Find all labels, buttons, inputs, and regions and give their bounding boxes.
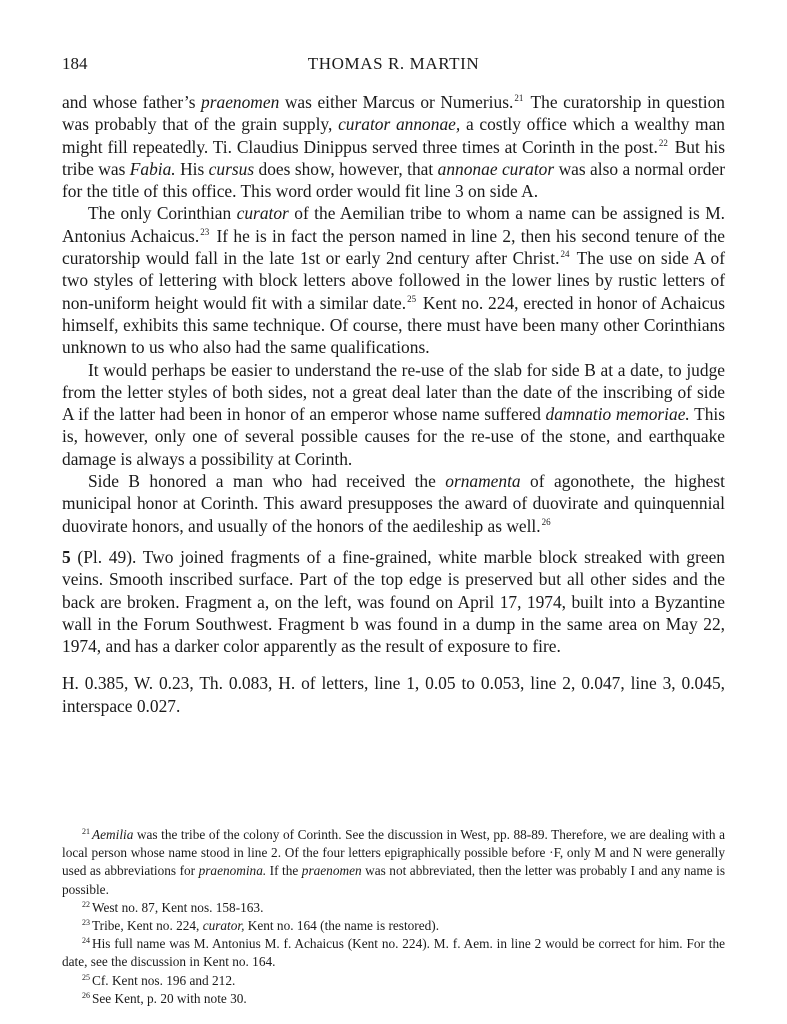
text-run: His full name was M. Antonius M. f. Achaicus (Kent no. 224). M. f. Aem. in line 2 would be correct for him. For the date, see the discussion in Kent no. 164.	[62, 936, 725, 970]
text-run: Cf. Kent nos. 196 and 212.	[92, 972, 236, 988]
footnote-number: 22	[82, 899, 90, 909]
footnote-22	[62, 899, 725, 917]
paragraph-3	[62, 359, 725, 470]
text-run: West no. 87, Kent nos. 158-163.	[92, 899, 264, 915]
paragraph-1	[62, 91, 725, 202]
entry-number: 5	[62, 546, 71, 567]
italic-term: damnatio memoriae.	[545, 404, 690, 425]
footnote-ref[interactable]: 26	[541, 516, 551, 527]
text-run: The only Corinthian	[88, 203, 237, 224]
footnote-ref[interactable]: 24	[560, 249, 570, 260]
text-run: Kent no. 164 (the name is restored).	[244, 918, 440, 934]
footnote-ref[interactable]: 25	[407, 293, 417, 304]
italic-term: praenomen	[301, 863, 362, 879]
footnote-number: 21	[82, 827, 90, 836]
text-run: does show, however, that	[254, 158, 438, 179]
footnote-23	[62, 917, 725, 935]
footnote-ref[interactable]: 21	[514, 93, 524, 103]
footnote-24	[62, 935, 725, 971]
italic-term: praenomina.	[198, 863, 267, 879]
catalog-entry-5	[62, 546, 725, 657]
text-run: But his tribe was	[62, 136, 725, 179]
paragraph-2	[62, 202, 725, 358]
text-run: Side B honored a man who had received the	[88, 471, 446, 492]
text-run: See Kent, p. 20 with note 30.	[92, 990, 247, 1006]
text-run: Tribe, Kent no. 224,	[92, 918, 203, 934]
text-run: was either Marcus or Numerius.	[279, 92, 514, 112]
text-run: It would perhaps be easier to understand the re-use of the slab for side B at a date, to judge from the letter styles of both sides, not a great deal later than the date of the inscribing of side A if the latter had been in honor of an emperor whose name suffered	[62, 359, 725, 425]
text-run: The use on side A of two styles of lettering with block letters above followed in the lower lines by rustic letters of non-uniform height would fit with a similar date.	[62, 248, 725, 313]
footnote-ref[interactable]: 23	[200, 226, 210, 237]
italic-term: praenomen	[201, 92, 280, 112]
footnote-21	[62, 826, 725, 899]
entry-description: (Pl. 49). Two joined fragments of a fine-grained, white marble block streaked with green veins. Smooth inscribed surface. Part of the top edge is preserved but all other sides and the back are broken. Fragment a, on the left, was found on April 17, 1974, built into a Byzantine wall in the Forum Southwest. Fragment b was found in a dump in the same area on May 22, 1974, and has a darker color apparently as the result of exposure to fire.	[62, 546, 725, 657]
footnote-25	[62, 972, 725, 990]
page-header	[62, 54, 725, 76]
main-text	[62, 91, 725, 717]
page-number: 184	[62, 54, 88, 73]
running-head: THOMAS R. MARTIN	[307, 54, 480, 73]
entry-dimensions: H. 0.385, W. 0.23, Th. 0.083, H. of letters, line 1, 0.05 to 0.053, line 2, 0.047, line 3, 0.045, interspace 0.027.	[62, 673, 725, 716]
text-run: of the Aemilian tribe to whom a name can be assigned is M. Antonius Achaicus.	[62, 203, 725, 246]
text-run: a costly office which a wealthy man might fill repeatedly. Ti. Claudius Dinippus served three times at Corinth in the post.	[62, 114, 725, 157]
text-run: was not abbreviated, then the letter was probably I and any name is possible.	[62, 863, 726, 897]
italic-term: curator	[236, 203, 289, 224]
footnote-number: 24	[82, 936, 90, 946]
text-run: If he is in fact the person named in line 2, then his second tenure of the curatorship would fall in the late 1st or early 2nd century after Christ.	[62, 225, 725, 269]
text-run: and whose father’s	[62, 92, 202, 112]
text-run: was the tribe of the colony of Corinth. See the discussion in West, pp. 88-89. Therefore, we are dealing with a local person whose name stood in line 2. Of the four letters epigraphically possible before ·F, only M and N were generally used as abbreviations for	[62, 827, 725, 879]
italic-term: curator annonae,	[338, 114, 461, 135]
text-run: The curatorship in question was probably that of the grain supply,	[62, 92, 725, 135]
italic-term: ornamenta	[445, 471, 521, 492]
italic-term: curator,	[202, 918, 245, 934]
text-run: was also a normal order for the title of this office. This word order would fit line 3 on side A.	[62, 158, 725, 202]
italic-term: cursus	[208, 158, 255, 179]
footnote-26	[62, 990, 725, 1008]
italic-term: annonae curator	[437, 158, 555, 179]
footnote-number: 26	[82, 990, 90, 1000]
footnote-ref[interactable]: 22	[658, 137, 668, 148]
text-run: of agonothete, the highest municipal honor at Corinth. This award presupposes the award of duovirate and quinquennial duovirate honors, and usually of the honors of the aedileship as well.	[62, 471, 725, 536]
paragraph-4	[62, 470, 725, 537]
italic-term: Aemilia	[92, 827, 134, 842]
text-run: If the	[266, 863, 302, 879]
footnote-number: 23	[82, 918, 90, 928]
italic-term: Fabia.	[129, 158, 176, 179]
text-run: Kent no. 224, erected in honor of Achaicus himself, exhibits this same technique. Of course, there must have been many other Corinthians unknown to us who also had the same qualifications.	[62, 292, 725, 358]
footnote-number: 25	[82, 972, 90, 982]
footnotes	[62, 826, 725, 1008]
text-run: This is, however, only one of several possible causes for the re-use of the stone, and earthquake damage is always a possibility at Corinth.	[62, 404, 725, 469]
text-run: His	[175, 158, 209, 179]
